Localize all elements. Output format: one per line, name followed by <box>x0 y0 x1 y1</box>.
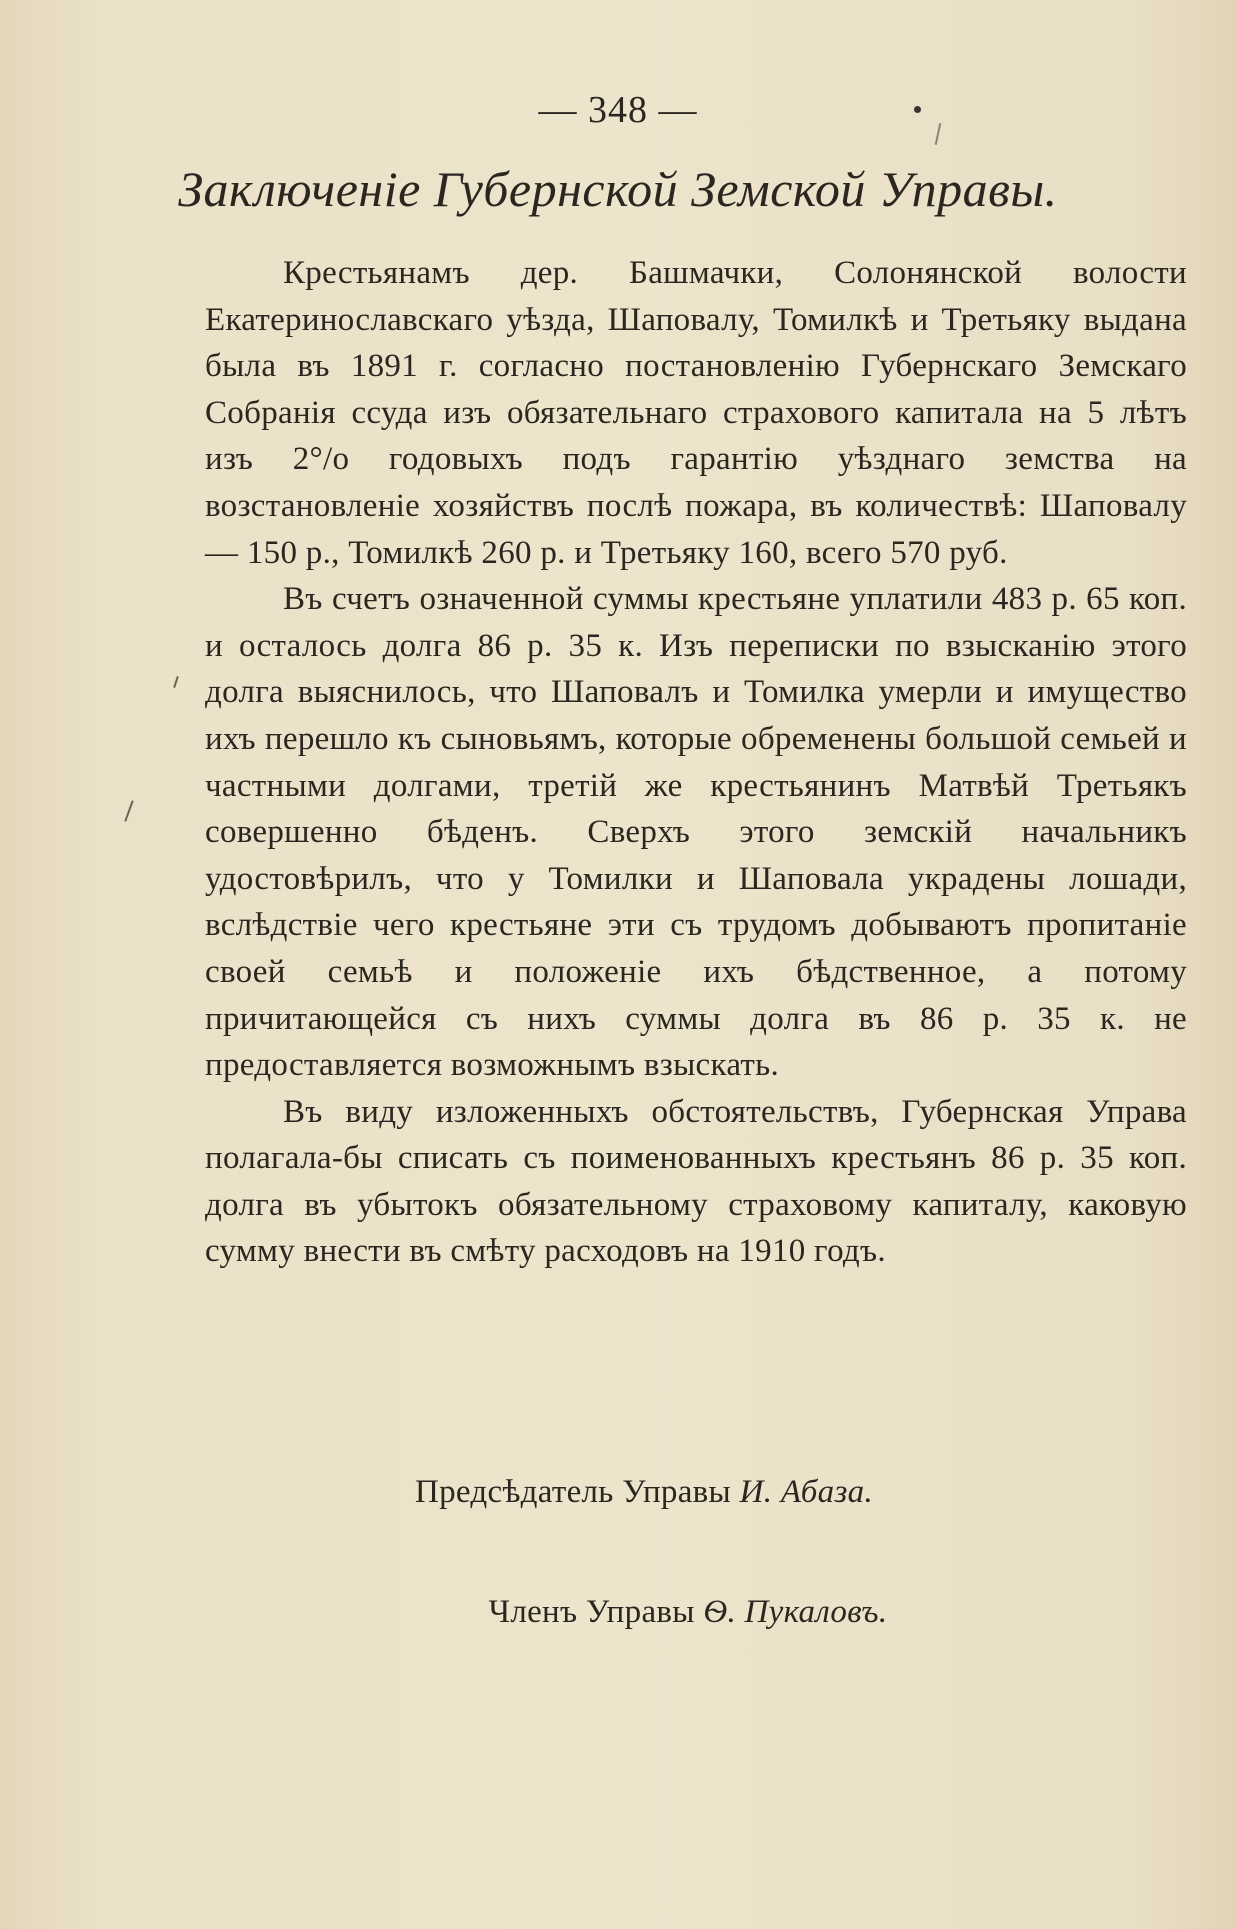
signature-name: Ѳ. Пукаловъ. <box>703 1594 888 1630</box>
signature-chairman <box>0 1474 1236 1511</box>
paragraph: Въ счетъ означенной суммы крестьяне уплатили 483 р. 65 коп. и осталось долга 86 р. 35 к. Изъ переписки по взысканію этого долга выяснилось, что Шаповалъ и Томилка умерли и имущество ихъ перешло къ сыновьямъ, которые обременены большой семьей и частными долгами, третій же крестьянинъ Матвѣй Третьякъ совершенно бѣденъ. Сверхъ этого земскій начальникъ удостовѣрилъ, что у Томилки и Шаповала украдены лошади, вслѣдствіе чего крестьяне эти съ трудомъ добываютъ пропитаніе своей семьѣ и положеніе ихъ бѣдственное, а потому причитающейся съ нихъ суммы долга въ 86 р. 35 к. не предоставляется возможнымъ взыскать. <box>205 581 1187 1084</box>
signature-role: Членъ Управы <box>488 1594 695 1630</box>
page-title: Заключеніе Губернской Земской Управы. <box>178 161 1058 217</box>
signature-name: И. Абаза. <box>739 1474 874 1510</box>
body-text <box>205 250 1187 1275</box>
ink-mark <box>124 800 133 821</box>
signature-member <box>0 1594 1236 1631</box>
paragraph: Въ виду изложенныхъ обстоятельствъ, Губернская Управа полагала-бы списать съ поименованныхъ крестьянъ 86 р. 35 коп. долга въ убытокъ обязательному страховому капиталу, каковую сумму внести въ смѣту расходовъ на 1910 годъ. <box>205 1093 1187 1270</box>
paragraph: Крестьянамъ дер. Башмачки, Солонянской волости Екатеринославскаго уѣзда, Шаповалу, Томилкѣ и Третьяку выдана была въ 1891 г. согласно постановленію Губернскаго Земскаго Собранія ссуда изъ обязательнаго страхового капитала на 5 лѣтъ изъ 2°/о годовыхъ подъ гарантію уѣзднаго земства на возстановленіе хозяйствъ послѣ пожара, въ количествѣ: Шаповалу — 150 р., Томилкѣ 260 р. и Третьяку 160, всего 570 руб. <box>205 255 1187 571</box>
ink-mark <box>173 676 179 688</box>
signature-role: Предсѣдатель Управы <box>414 1474 732 1510</box>
page-number: — 348 — <box>538 89 698 131</box>
